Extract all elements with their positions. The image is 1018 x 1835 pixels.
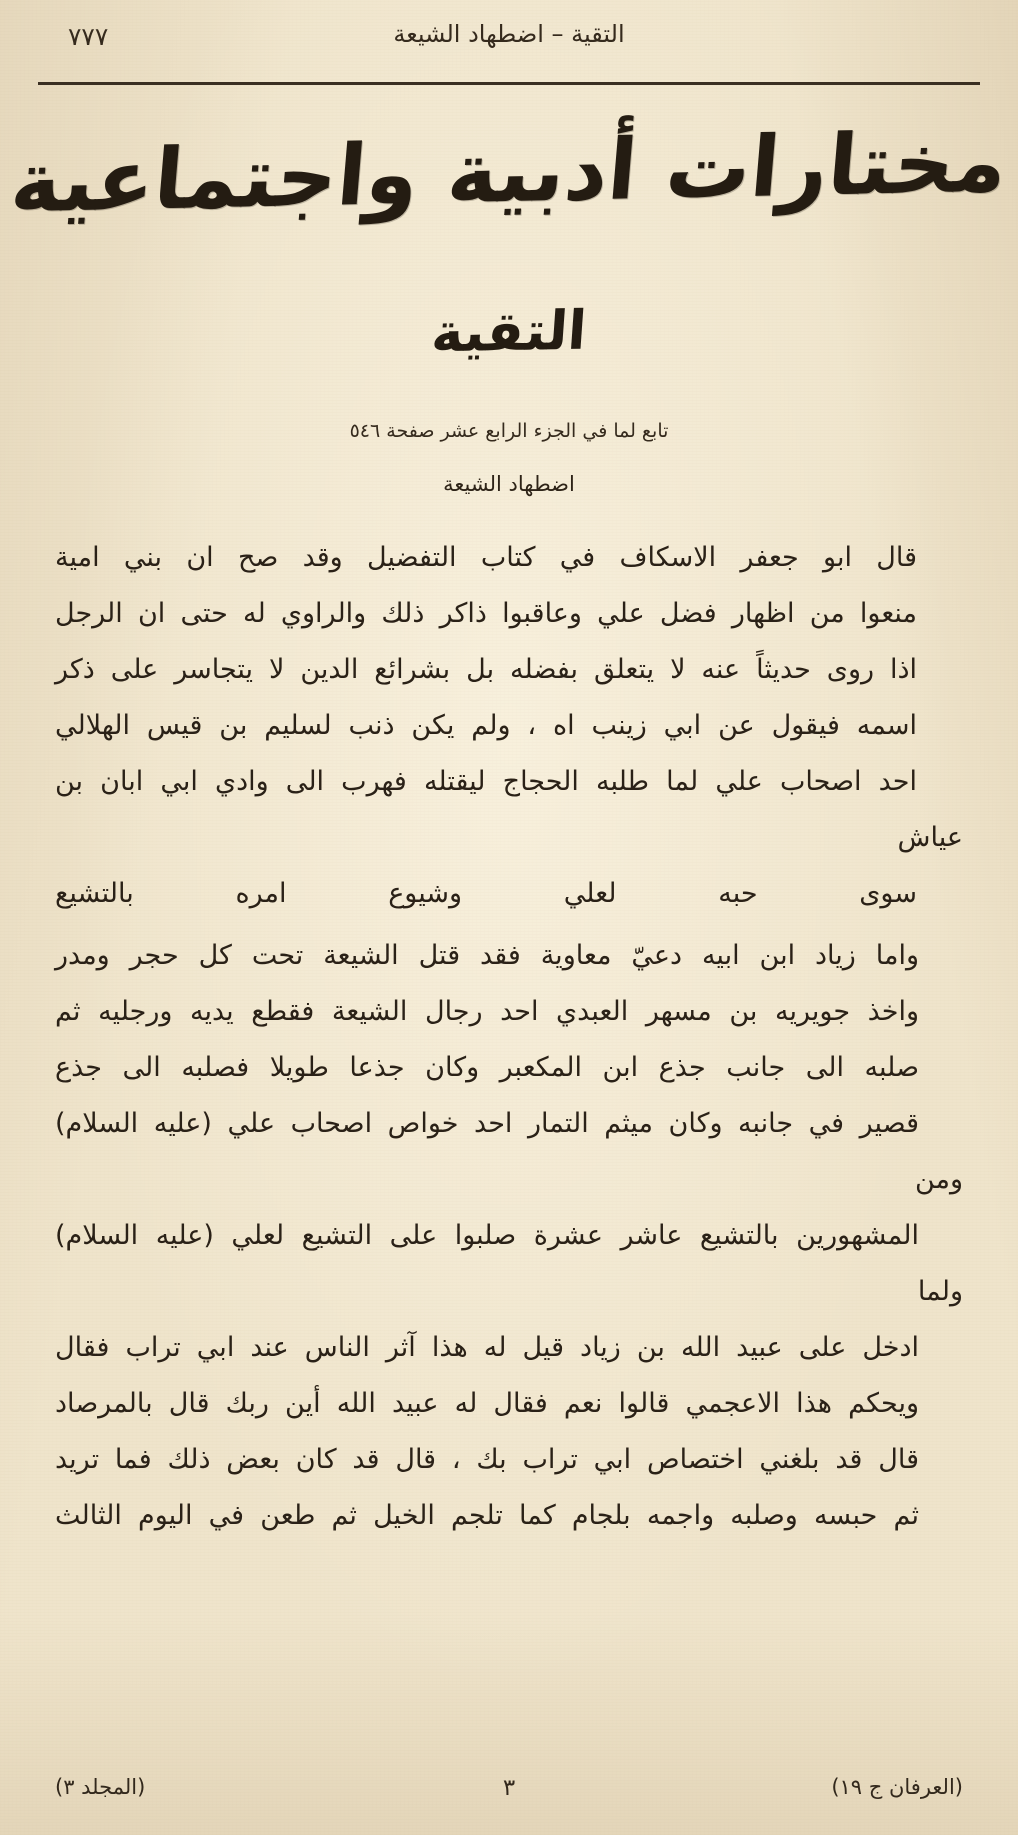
header-divider-rule [38, 82, 980, 85]
text-line: قال قد بلغني اختصاص ابي تراب بك ، قال قد كان بعض ذلك فما تريد [55, 1444, 919, 1475]
text-line: قال ابو جعفر الاسكاف في كتاب التفضيل وقد صح ان بني امية [55, 542, 917, 573]
footer-volume-note: (المجلد ٣) [55, 1775, 146, 1799]
body-text [55, 530, 963, 1550]
continuation-note: تابع لما في الجزء الرابع عشر صفحة ٥٤٦ [349, 420, 669, 442]
page-number: ٧٧٧ [68, 22, 109, 51]
section-label: اضطهاد الشيعة [443, 472, 575, 496]
text-line: ثم حبسه وصلبه واجمه بلجام كما تلجم الخيل ثم طعن في اليوم الثالث [55, 1500, 919, 1531]
text-line: اذا روى حديثاً عنه لا يتعلق بفضله بل بشرائع الدين لا يتجاسر على ذكر [55, 654, 917, 685]
footer-page-marker: ٣ [502, 1775, 516, 1801]
text-line: واما زياد ابن ابيه دعيّ معاوية فقد قتل الشيعة تحت كل حجر ومدر [55, 940, 919, 971]
text-line: ويحكم هذا الاعجمي قالوا نعم فقال له عبيد الله أين ربك قال بالمرصاد [55, 1388, 919, 1419]
running-head-title: التقية – اضطهاد الشيعة [393, 20, 625, 48]
text-line: ادخل على عبيد الله بن زياد قيل له هذا آثر الناس عند ابي تراب فقال [55, 1332, 919, 1363]
text-line: سوى حبه لعلي وشيوع امره بالتشيع [55, 878, 917, 909]
ornamental-main-title: مختارات أدبية واجتماعية [7, 112, 1011, 232]
text-line: المشهورين بالتشيع عاشر عشرة صلبوا على التشيع لعلي (عليه السلام) ولما [55, 1220, 963, 1307]
paragraph-one [55, 530, 963, 922]
paragraph-two [55, 928, 963, 1544]
text-line: اسمه فيقول عن ابي زينب اه ، ولم يكن ذنب لسليم بن قيس الهلالي [55, 710, 917, 741]
text-line: واخذ جويريه بن مسهر العبدي احد رجال الشيعة فقطع يديه ورجليه ثم [55, 996, 919, 1027]
text-line: قصير في جانبه وكان ميثم التمار احد خواص اصحاب علي (عليه السلام) ومن [55, 1108, 963, 1195]
ornamental-sub-title: التقية [429, 298, 589, 365]
running-header [38, 18, 980, 62]
text-line: صلبه الى جانب جذع ابن المكعبر وكان جذعا طويلا فصلبه الى جذع [55, 1052, 919, 1083]
text-line: احد اصحاب علي لما طلبه الحجاج ليقتله فهرب الى وادي ابي ابان بن عياش [55, 766, 963, 853]
footer-journal-note: (العرفان ج ١٩) [831, 1775, 963, 1799]
text-line: منعوا من اظهار فضل علي وعاقبوا ذاكر ذلك والراوي له حتى ان الرجل [55, 598, 917, 629]
page-footer [55, 1775, 963, 1809]
